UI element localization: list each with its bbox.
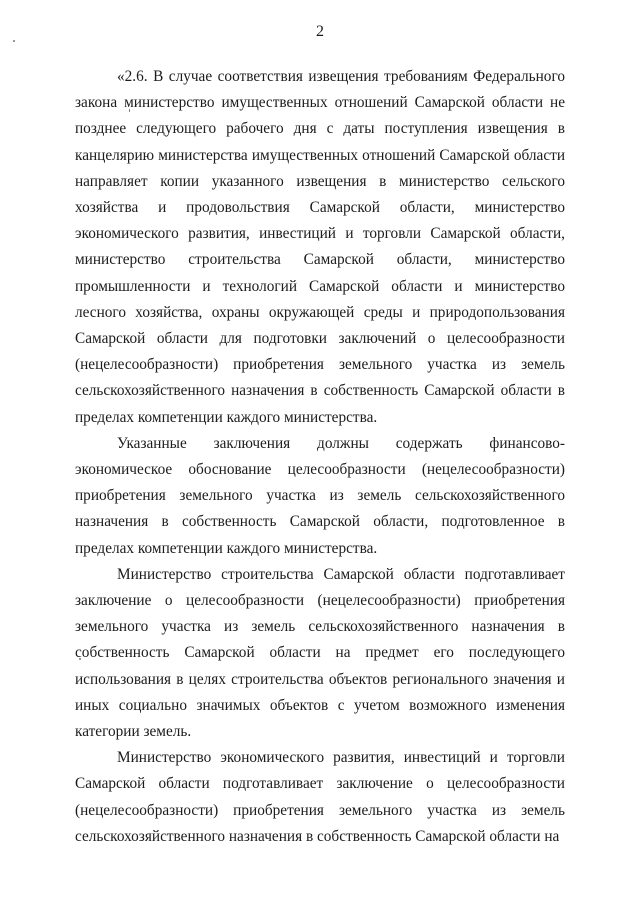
page-number: 2	[316, 23, 324, 40]
document-body	[75, 64, 565, 850]
paragraph-conclusions-content: Указанные заключения должны содержать финансово-экономическое обоснование целесообразности (нецелесообразности) приобретения земельного участка из земель сельскохозяйственного назначения в собственность Самарской области, подготовленное в пределах компетенции каждого министерства.	[75, 434, 565, 557]
paragraph-clause-2-6: «2.6. В случае соответствия извещения требованиям Федерального закона министерство имущественных отношений Самарской области не позднее следующего рабочего дня с даты поступления извещения в канцелярию министерства имущественных отношений Самарской области направляет копии указанного извещения в министерство сельского хозяйства и продовольствия Самарской области, министерство экономического развития, инвестиций и торговли Самарской области, министерство строительства Самарской области, министерство промышленности и технологий Самарской области и министерство лесного хозяйства, охраны окружающей среды и природопользования Самарской области для подготовки заключений о целесообразности (нецелесообразности) приобретения земельного участка из земель сельскохозяйственного назначения в собственность Самарской области в пределах компетенции каждого министерства.	[75, 68, 565, 426]
paragraph-economic-ministry: Министерство экономического развития, инвестиций и торговли Самарской области подготавливает заключение о целесообразности (нецелесообразности) приобретения земельного участка из земель сельскохозяйственного назначения в собственность Самарской области на	[75, 749, 565, 845]
paragraph-construction-ministry: Министерство строительства Самарской области подготавливает заключение о целесообразности (нецелесообразности) приобретения земельного участка из земель сельскохозяйственного назначения в собственность Самарской области на предмет его последующего использования в целях строительства объектов регионального значения и иных социально значимых объектов с учетом возможного изменения категории земель.	[75, 565, 565, 741]
